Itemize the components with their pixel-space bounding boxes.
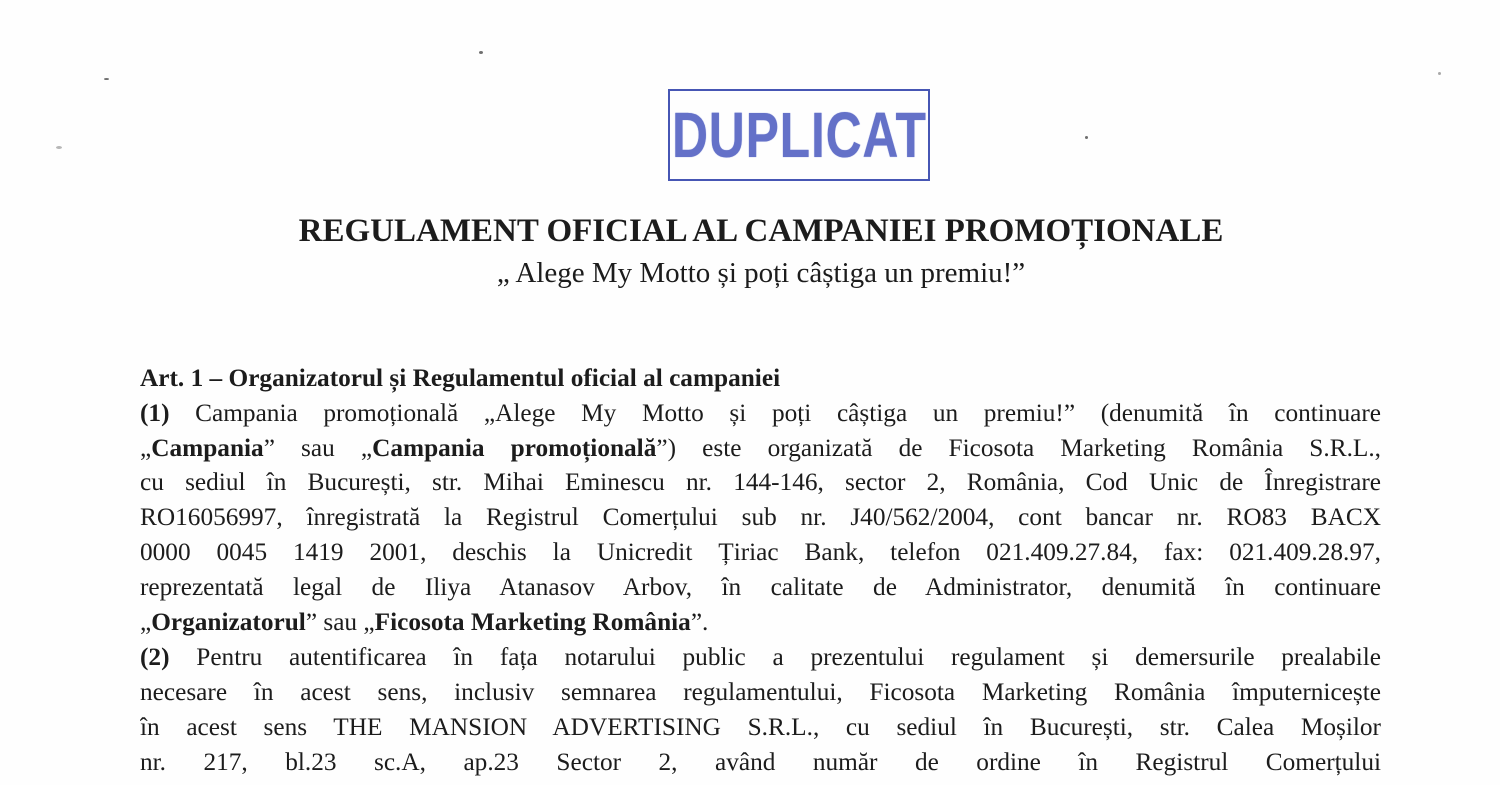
paragraph-number: (1) xyxy=(140,398,170,427)
scan-speck xyxy=(479,51,483,54)
paragraph-1-line-6: reprezentată legal de Iliya Atanasov Arbov, în calitate de Administrator, denumită în continuare xyxy=(140,572,1381,601)
paragraph-1-line-4: RO16056997, înregistrată la Registrul Comerțului sub nr. J40/562/2004, cont bancar nr. RO83 BACX xyxy=(140,503,1381,532)
paragraph-1-line-3: cu sediul în București, str. Mihai Eminescu nr. 144-146, sector 2, România, Cod Unic de Înregistrare xyxy=(140,468,1381,497)
quote-mark: „ xyxy=(140,607,152,636)
paragraph-text: ”. xyxy=(690,607,709,636)
defined-term: Ficosota Marketing România xyxy=(374,607,691,636)
document-title: REGULAMENT OFICIAL AL CAMPANIEI PROMOȚIONALE xyxy=(298,213,1224,249)
paragraph-text: Campania promoțională „Alege My Motto și poți câștiga un premiu!” (denumită în continuare xyxy=(195,398,1381,427)
paragraph-2-line-3: în acest sens THE MANSION ADVERTISING S.R.L., cu sediul în București, str. Calea Moșilor xyxy=(140,712,1381,741)
document-subtitle: „ Alege My Motto și poți câștiga un premiu!” xyxy=(496,257,1026,289)
scan-speck xyxy=(56,146,62,149)
paragraph-number: (2) xyxy=(140,643,170,672)
stamp-text: DUPLICAT xyxy=(671,99,927,171)
article-heading: Art. 1 – Organizatorul și Regulamentul oficial al campaniei xyxy=(140,364,781,392)
defined-term: Organizatorul xyxy=(151,607,306,636)
paragraph-1-line-2 xyxy=(140,431,1381,466)
defined-term: Campania promoțională xyxy=(372,433,657,462)
paragraph-text: ” sau „ xyxy=(305,607,375,636)
scan-speck xyxy=(104,78,109,80)
paragraph-text: ”) este organizată de Ficosota Marketing România S.R.L., xyxy=(656,433,1381,462)
paragraph-text: ” sau „ xyxy=(263,433,373,462)
quote-mark: „ xyxy=(140,433,152,462)
article-1 xyxy=(140,361,1381,780)
scan-speck xyxy=(1085,136,1088,139)
paragraph-1-line-1 xyxy=(140,396,1381,431)
defined-term: Campania xyxy=(151,433,264,462)
duplicat-stamp xyxy=(668,89,930,181)
paragraph-text: Pentru autentificarea în fața notarului public a prezentului regulament și demersurile prealabile xyxy=(196,643,1381,672)
paragraph-2-line-4: nr. 217, bl.23 sc.A, ap.23 Sector 2, având număr de ordine în Registrul Comerțului xyxy=(140,747,1381,776)
paragraph-2-line-1 xyxy=(140,640,1381,675)
scan-speck xyxy=(1438,72,1441,75)
paragraph-1-line-5: 0000 0045 1419 2001, deschis la Unicredit Țiriac Bank, telefon 021.409.27.84, fax: 021.409.28.97, xyxy=(140,537,1381,566)
paragraph-2-line-2: necesare în acest sens, inclusiv semnarea regulamentului, Ficosota Marketing România împuternicește xyxy=(140,678,1381,707)
paragraph-1-line-7 xyxy=(140,605,1381,640)
